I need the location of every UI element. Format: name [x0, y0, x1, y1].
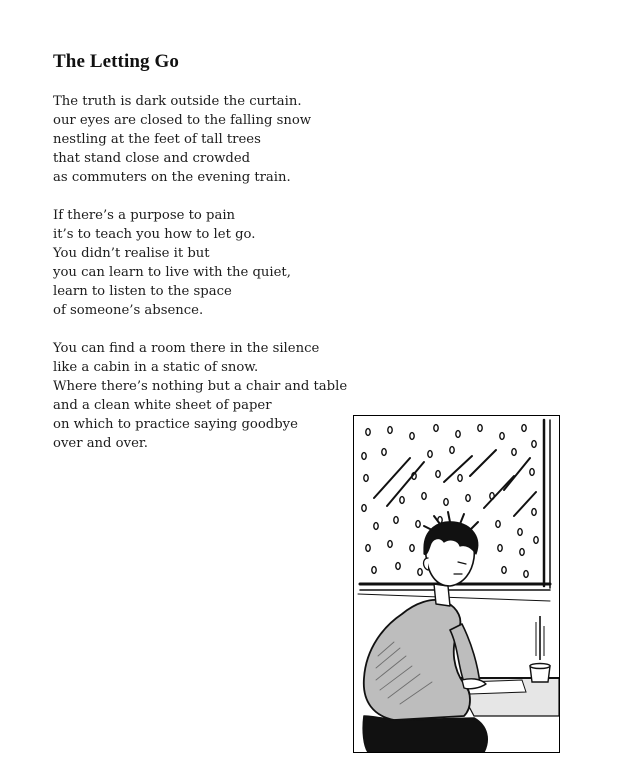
poem-body	[53, 92, 373, 472]
stanza-1	[53, 92, 373, 187]
poem-title: The Letting Go	[53, 51, 179, 72]
wind-streaks	[374, 450, 536, 516]
poem-line: If there’s a purpose to pain	[53, 208, 236, 223]
poem-line: as commuters on the evening train.	[53, 170, 291, 185]
poem-line: Where there’s nothing but a chair and table	[53, 379, 348, 394]
poem-line: The truth is dark outside the curtain.	[53, 94, 302, 109]
poem-line: our eyes are closed to the falling snow	[53, 113, 312, 128]
poem-line: You can find a room there in the silence	[53, 341, 320, 356]
poem-line: learn to listen to the space	[53, 284, 232, 299]
poem-line: on which to practice saying goodbye	[53, 417, 298, 432]
poem-line: nestling at the feet of tall trees	[53, 132, 261, 147]
poem-line: of someone’s absence.	[53, 303, 204, 318]
poem-line: you can learn to live with the quiet,	[53, 265, 291, 280]
poem-line: over and over.	[53, 436, 148, 451]
poem-line: like a cabin in a static of snow.	[53, 360, 259, 375]
cup-icon	[530, 616, 550, 682]
person-figure	[363, 512, 487, 752]
stanza-3	[53, 339, 373, 453]
poem-line: that stand close and crowded	[53, 151, 251, 166]
poem-line: it’s to teach you how to let go.	[53, 227, 256, 242]
poem-line: and a clean white sheet of paper	[53, 398, 272, 413]
stanza-2	[53, 206, 373, 320]
poem-line: You didn’t realise it but	[53, 246, 210, 261]
snow-window-illustration	[353, 415, 560, 753]
